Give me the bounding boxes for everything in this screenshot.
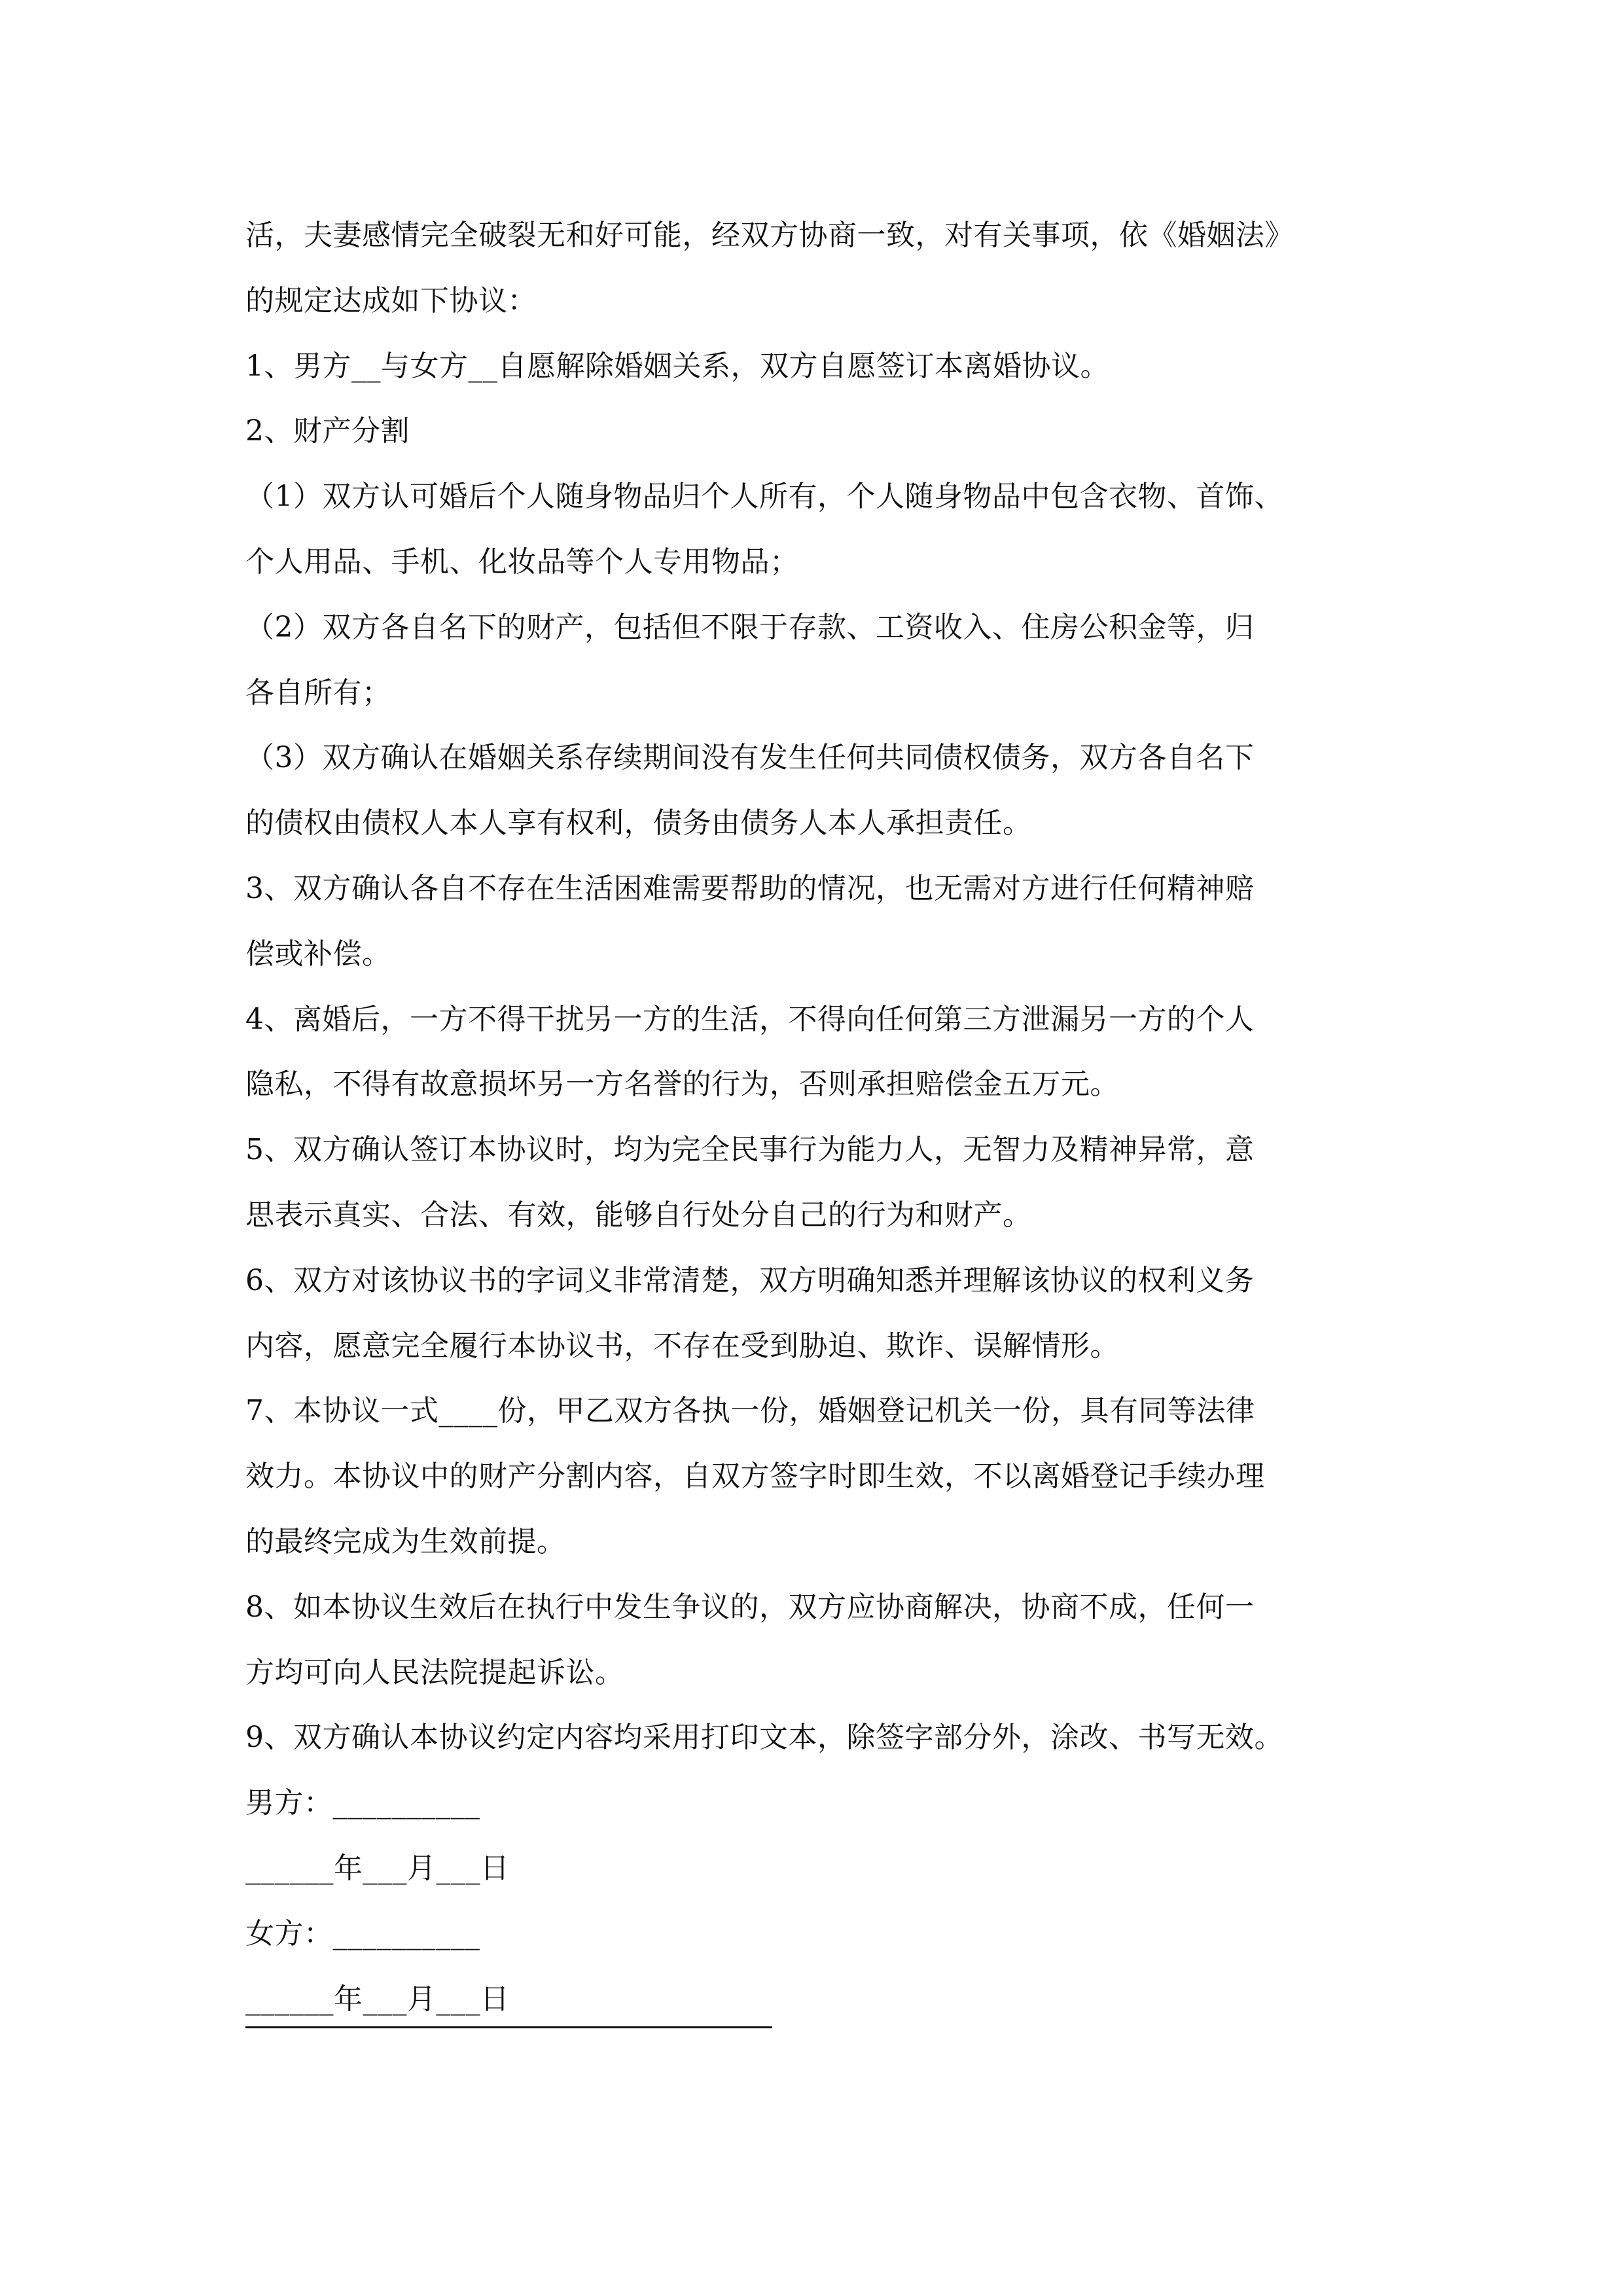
clause-8-cont: 方均可向人民法院提起诉讼。 <box>245 1655 624 1689</box>
closing-rule <box>245 2026 772 2028</box>
subclause-1-cont: 个人用品、手机、化妆品等个人专用物品； <box>245 545 799 579</box>
subclause-1: （1）双方认可婚后个人随身物品归个人所有，个人随身物品中包含衣物、首饰、 <box>245 480 1283 514</box>
clause-5: 5、双方确认签订本协议时，均为完全民事行为能力人，无智力及精神异常，意 <box>245 1133 1255 1167</box>
clause-6: 6、双方对该协议书的字词义非常清楚，双方明确知悉并理解该协议的权利义务 <box>245 1263 1255 1297</box>
clause-9: 9、双方确认本协议约定内容均采用打印文本，除签字部分外，涂改、书写无效。 <box>245 1721 1283 1755</box>
clause-4: 4、离婚后，一方不得干扰另一方的生活，不得向任何第三方泄漏另一方的个人 <box>245 1002 1255 1036</box>
document-body <box>245 203 1417 2032</box>
clause-2-heading: 2、财产分割 <box>245 414 410 448</box>
clause-7-cont: 效力。本协议中的财产分割内容，自双方签字时即生效，不以离婚登记手续办理 <box>245 1460 1265 1494</box>
subclause-3-cont: 的债权由债权人本人享有权利，债务由债务人本人承担责任。 <box>245 806 1032 840</box>
female-signature-field: 女方：__________ <box>245 1916 480 1950</box>
clause-3-cont: 偿或补偿。 <box>245 937 391 971</box>
paragraph-line: 的规定达成如下协议： <box>245 283 537 317</box>
male-signature-field: 男方：__________ <box>245 1786 480 1820</box>
paragraph-line: 活，夫妻感情完全破裂无和好可能，经双方协商一致，对有关事项，依《婚姻法》 <box>245 219 1294 252</box>
clause-7: 7、本协议一式____份，甲乙双方各执一份，婚姻登记机关一份，具有同等法律 <box>245 1394 1255 1428</box>
clause-1: 1、男方__与女方__自愿解除婚姻关系，双方自愿签订本离婚协议。 <box>245 349 1109 383</box>
clause-3: 3、双方确认各自不存在生活困难需要帮助的情况，也无需对方进行任何精神赔 <box>245 871 1255 905</box>
subclause-2-cont: 各自所有； <box>245 675 391 709</box>
clause-6-cont: 内容，愿意完全履行本协议书，不存在受到胁迫、欺诈、误解情形。 <box>245 1329 1119 1363</box>
female-signature-date: ______年___月___日 <box>245 1982 510 2016</box>
clause-5-cont: 思表示真实、合法、有效，能够自行处分自己的行为和财产。 <box>245 1198 1032 1232</box>
male-signature-date: ______年___月___日 <box>245 1851 510 1885</box>
clause-7-cont: 的最终完成为生效前提。 <box>245 1524 566 1558</box>
clause-8: 8、如本协议生效后在执行中发生争议的，双方应协商解决，协商不成，任何一 <box>245 1590 1255 1624</box>
clause-4-cont: 隐私，不得有故意损坏另一方名誉的行为，否则承担赔偿金五万元。 <box>245 1067 1119 1102</box>
subclause-2: （2）双方各自名下的财产，包括但不限于存款、工资收入、住房公积金等，归 <box>245 610 1255 644</box>
subclause-3: （3）双方确认在婚姻关系存续期间没有发生任何共同债权债务，双方各自名下 <box>245 741 1255 775</box>
